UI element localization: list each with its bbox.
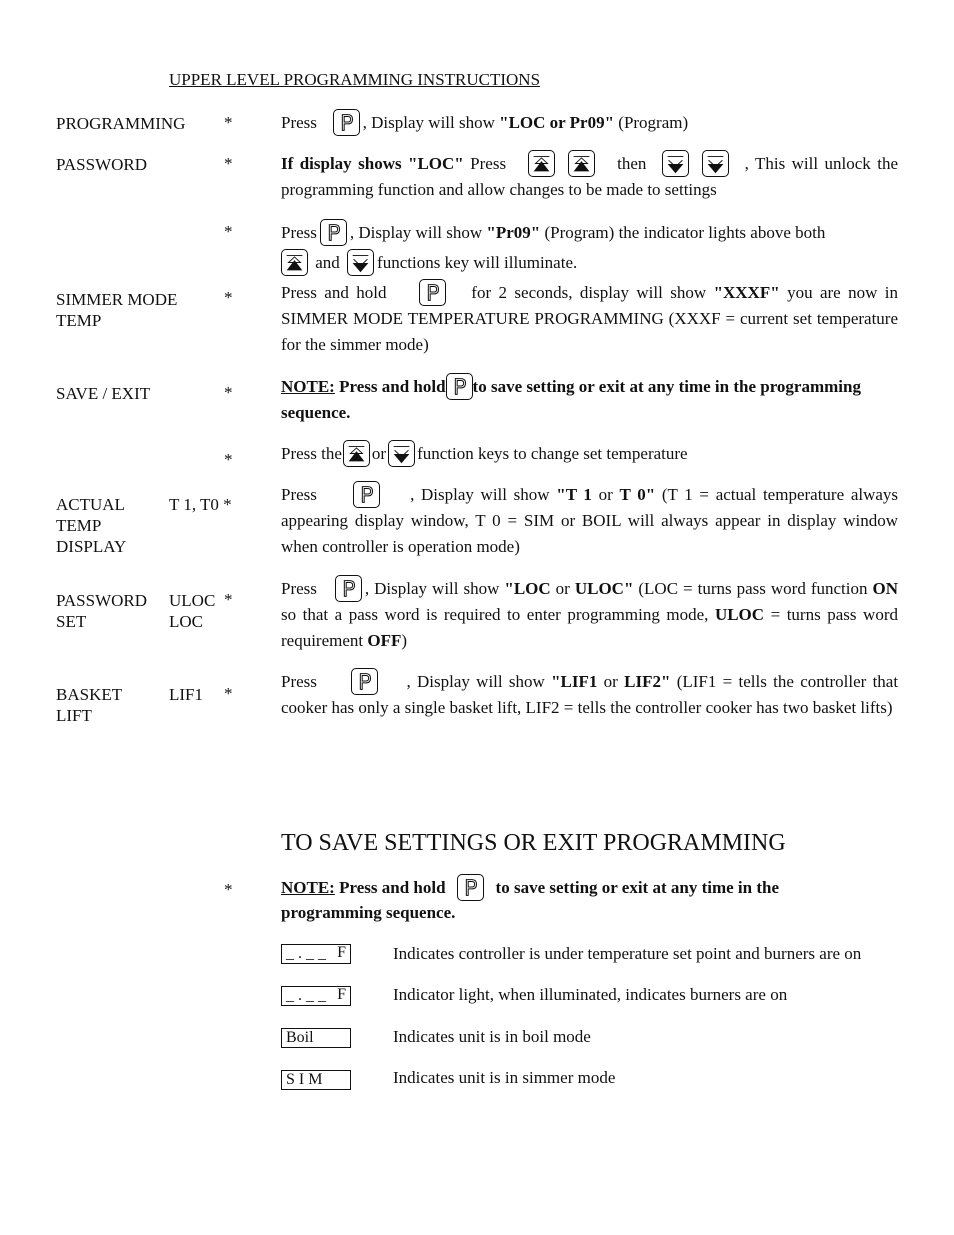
bullet: * — [224, 684, 233, 703]
p-key-icon — [320, 219, 347, 246]
label-password: PASSWORD — [56, 155, 148, 174]
up-arrow-key-icon — [568, 150, 595, 177]
down-arrow-key-icon — [702, 150, 729, 177]
p-key-icon — [446, 373, 473, 400]
code-actual: T 1, T0 * — [169, 495, 232, 514]
up-arrow-key-icon — [281, 249, 308, 276]
p-key-icon — [353, 481, 380, 508]
bullet: * — [224, 154, 233, 173]
indicator-description: Indicates unit is in simmer mode — [393, 1068, 616, 1087]
text-password-set: Press , Display will show "LOC or ULOC" (LOC = turns pass word function ON so that a pass word is required to enter programming mode, ULOC = turns pass word requirement OFF) — [281, 576, 898, 654]
text-basket-lift: Press , Display will show "LIF1 or LIF2" (LIF1 = tells the controller that cooker has only a single basket lift, LIF2 = tells the controller cooker has two basket lifts) — [281, 669, 898, 721]
label-save-exit: SAVE / EXIT — [56, 384, 151, 403]
code-basket-lift: LIF1 — [169, 685, 203, 704]
bullet: * — [224, 288, 233, 307]
label-programming: PROGRAMMING — [56, 114, 186, 133]
down-arrow-key-icon — [347, 249, 374, 276]
display-indicator-box: _ . _ _ F — [281, 986, 351, 1006]
bullet: * — [224, 383, 233, 402]
indicator-description: Indicates unit is in boil mode — [393, 1027, 591, 1046]
label-password-set: PASSWORD SET — [56, 591, 148, 631]
text-programming: Press , Display will show "LOC or Pr09" (Program) — [281, 110, 898, 136]
p-key-icon — [457, 874, 484, 901]
bullet: * — [224, 113, 233, 132]
p-key-icon — [419, 279, 446, 306]
text-simmer: Press and hold for 2 seconds, display will show "XXXF" you are now in SIMMER MODE TEMPERATURE PROGRAMMING (XXXF = current set temperature for the simmer mode) — [281, 280, 898, 358]
display-indicator-box: Boil — [281, 1028, 351, 1048]
bullet: * — [224, 590, 233, 609]
text-password: If display shows "LOC" Press then , This will unlock the programming function and allow changes to be made to settings — [281, 151, 898, 203]
page-header: UPPER LEVEL PROGRAMMING INSTRUCTIONS — [169, 70, 541, 89]
p-key-icon — [351, 668, 378, 695]
text-section2-note: NOTE: Press and hold to save setting or exit at any time in the programming sequence. — [281, 876, 898, 925]
down-arrow-key-icon — [662, 150, 689, 177]
text-pr09: Press , Display will show "Pr09" (Program) the indicator lights above both and functions key will illuminate. — [281, 218, 898, 278]
code-password-set: ULOC LOC — [169, 591, 216, 631]
display-indicator-box: S I M — [281, 1070, 351, 1090]
down-arrow-key-icon — [388, 440, 415, 467]
up-arrow-key-icon — [528, 150, 555, 177]
label-basket-lift: BASKET LIFT — [56, 685, 123, 725]
bullet: * — [224, 222, 233, 241]
indicator-description: Indicator light, when illuminated, indicates burners are on — [393, 985, 788, 1004]
bullet: * — [224, 450, 233, 469]
text-change-temp: Press the or function keys to change set temperature — [281, 441, 898, 467]
indicator-description: Indicates controller is under temperature set point and burners are on — [393, 944, 862, 963]
section-title: TO SAVE SETTINGS OR EXIT PROGRAMMING — [281, 830, 786, 856]
label-actual-temp-display: ACTUAL TEMP DISPLAY — [56, 495, 127, 556]
label-simmer-mode-temp: SIMMER MODE TEMP — [56, 290, 178, 330]
up-arrow-key-icon — [343, 440, 370, 467]
p-key-icon — [335, 575, 362, 602]
text-actual: Press , Display will show "T 1 or T 0" (T 1 = actual temperature always appearing display window, T 0 = SIM or BOIL will always appear in display window when controller is operation mode) — [281, 482, 898, 560]
text-save-exit: NOTE: Press and hold to save setting or exit at any time in the programming sequence. — [281, 374, 898, 426]
bullet: * — [224, 880, 233, 899]
p-key-icon — [333, 109, 360, 136]
display-indicator-box: _ . _ _ F — [281, 944, 351, 964]
